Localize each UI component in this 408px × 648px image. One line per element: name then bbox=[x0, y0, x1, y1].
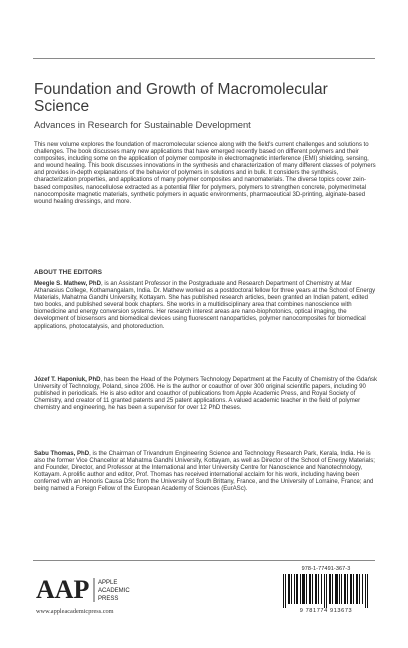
publisher-name-line2: ACADEMIC bbox=[98, 588, 130, 594]
top-rule bbox=[33, 58, 375, 59]
isbn-number: 978-1-77491-367-3 bbox=[301, 566, 351, 572]
publisher-website: www.appleacademicpress.com bbox=[36, 608, 114, 615]
editor-name: Józef T. Haponiuk, PhD bbox=[34, 377, 101, 383]
logo-letters: AAP bbox=[36, 575, 90, 604]
editors-heading: ABOUT THE EDITORS bbox=[34, 269, 103, 276]
editor-name: Sabu Thomas, PhD bbox=[34, 451, 90, 457]
editor-bio-2 bbox=[34, 377, 379, 412]
editor-name: Meegle S. Mathew, PhD bbox=[34, 281, 101, 287]
editor-bio-text: , is the Chairman of Trivandrum Engineering Science and Technology Research Park, Kerala, India. He is also the former Vice Chancellor at Mahatma Gandhi University, Kottayam, as well as Director of the School of Energy Materials; and Founder, Director, and Professor at the International and Inter University Centre for Nanoscience and Nanotechnology, Kottayam. A prolific author and editor, Prof. Thomas has received international acclaim for his work, including having been conferred with an Honoris Causa DSc from the University of South Brittany, France, and the University of Lorraine, France; and being named a Foreign Fellow of the European Academy of Sciences (EurASc). bbox=[34, 451, 375, 493]
description-text: This new volume explores the foundation of macromolecular science along with the field's current challenges and solutions to challenges. The book discusses many new applications that have emerged recently based on different polymers and their composites, including some on the application of polymer composite in electromagnetic interference (EMI) shielding, sensing, and wound healing. This book discusses innovations in the synthesis and characterization of many different classes of polymers and provides in-depth explanations of the behavior of polymers in solutions and in bulk. It considers the synthesis, characterization properties, and applications of many polymer composites and nanomaterials. The diverse topics cover zein-based composites, nanocellulose extracted as a potential filler for polymers, polymers to strengthen concrete, polymer/metal nanocomposite magnetic materials, synthetic polymers in aquatic environments, pharmaceutical 3D-printing, alginate-based wound healing dressings, and more. bbox=[34, 142, 376, 205]
editor-bio-3 bbox=[34, 451, 379, 494]
publisher-logo bbox=[36, 574, 130, 606]
barcode-bars bbox=[283, 574, 369, 608]
book-title: Foundation and Growth of Macromolecular Science bbox=[34, 81, 328, 115]
book-description bbox=[34, 142, 379, 206]
editor-bio-1 bbox=[34, 281, 379, 331]
barcode-number: 9 781774 913673 bbox=[299, 608, 353, 614]
publisher-name-line3: PRESS bbox=[98, 596, 119, 602]
isbn-barcode bbox=[277, 566, 375, 614]
bottom-rule bbox=[33, 560, 375, 561]
publisher-name-line1: APPLE bbox=[98, 580, 118, 586]
editor-bio-text: , is an Assistant Professor in the Postgraduate and Research Department of Chemistry at Mar Athanasius College, Kothamangalam, India. Dr. Mathew worked as a postdoctoral fellow for three years at the School of Energy Materials, Mahatma Gandhi University, Kottayam. She has published research articles, been granted an Indian patent, edited two books, and published several book chapters. She works in a multidisciplinary area that combines nanoscience with biomedicine and energy conversion systems. Her research interest areas are nano-biophotonics, optical imaging, the development of biosensors and biomedical devices using fluorescent nanoparticles, polymer nanocomposites for biomedical applications, photocatalysis, and photoreduction. bbox=[34, 281, 376, 330]
editor-bio-text: , has been the Head of the Polymers Technology Department at the Faculty of Chemistry of the Gdańsk University of Technology, Poland, since 2006. He is the author or coauthor of over 300 original scientific papers, including 90 published in periodicals. He is also editor and coauthor of publications from Apple Academic Press, and Royal Society of Chemistry, and creator of 11 granted patents and 25 patent applications. A valued academic teacher in the field of polymer chemistry and engineering, he has been a supervisor for over 12 PhD theses. bbox=[34, 377, 378, 412]
book-subtitle: Advances in Research for Sustainable Development bbox=[34, 119, 251, 130]
